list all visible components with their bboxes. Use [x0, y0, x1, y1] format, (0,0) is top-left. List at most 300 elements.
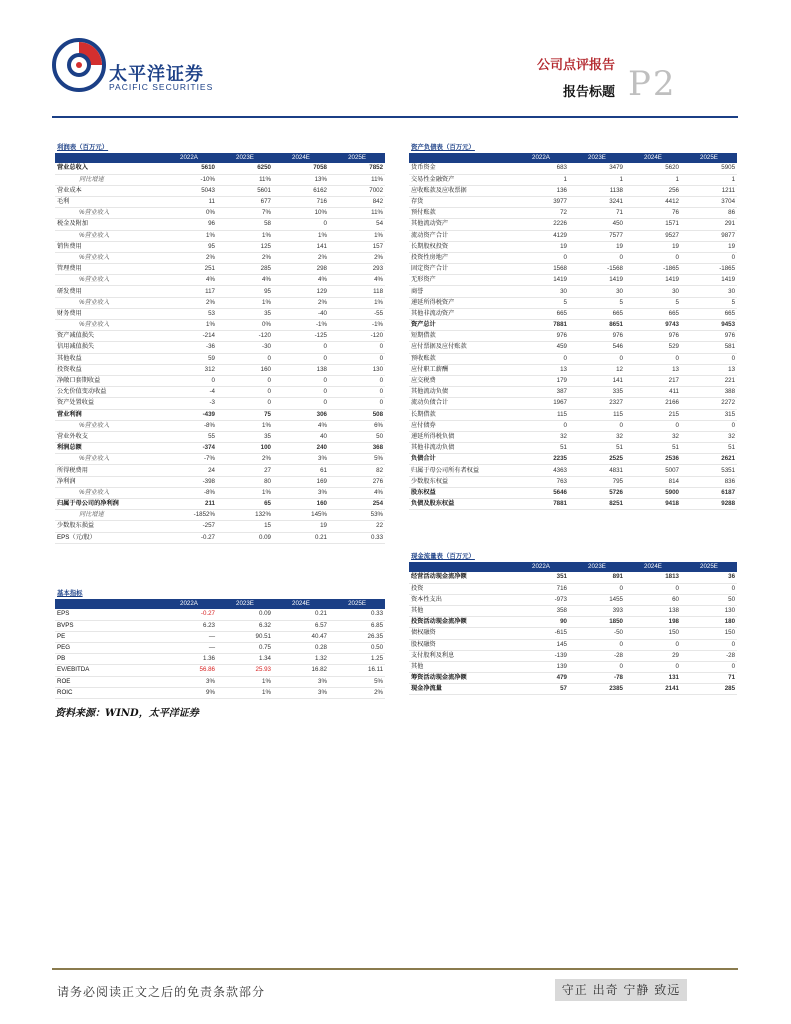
table-row: [55, 499, 385, 510]
row-label: PB: [55, 654, 161, 665]
value-cell: 5: [569, 297, 625, 308]
value-cell: 0.75: [217, 642, 273, 653]
column-header: 2024E: [625, 153, 681, 163]
value-cell: 131: [625, 673, 681, 684]
value-cell: 315: [681, 409, 737, 420]
value-cell: 5905: [681, 163, 737, 174]
table-row: [409, 605, 737, 616]
value-cell: 5900: [625, 487, 681, 498]
value-cell: 11%: [217, 174, 273, 185]
value-cell: 335: [569, 387, 625, 398]
table-header-row: [409, 562, 737, 572]
table-row: [409, 219, 737, 230]
value-cell: 0: [569, 661, 625, 672]
column-header: 2025E: [681, 153, 737, 163]
row-label: %营业收入: [55, 208, 161, 219]
table-row: [55, 387, 385, 398]
value-cell: 7%: [217, 208, 273, 219]
table-row: [55, 521, 385, 532]
row-label: 财务费用: [55, 308, 161, 319]
value-cell: 95: [217, 286, 273, 297]
value-cell: 1419: [513, 275, 569, 286]
value-cell: 0: [681, 353, 737, 364]
table-row: [409, 275, 737, 286]
value-cell: 0: [513, 252, 569, 263]
table-row: [55, 331, 385, 342]
value-cell: 1211: [681, 185, 737, 196]
value-cell: 25.93: [217, 665, 273, 676]
value-cell: 4363: [513, 465, 569, 476]
value-cell: 2621: [681, 454, 737, 465]
table-row: [55, 241, 385, 252]
table-title: 基本指标: [55, 589, 385, 599]
row-label: 应交税费: [409, 375, 513, 386]
table-row: [409, 331, 737, 342]
table-row: [409, 208, 737, 219]
value-cell: 40.47: [273, 631, 329, 642]
value-cell: 368: [329, 443, 385, 454]
value-cell: 40: [273, 431, 329, 442]
row-label: EPS（元/股）: [55, 532, 161, 543]
table-title: 利润表（百万元）: [55, 143, 385, 153]
table-row: [55, 443, 385, 454]
row-label: 无形资产: [409, 275, 513, 286]
value-cell: 5: [513, 297, 569, 308]
table-row: [55, 642, 385, 653]
value-cell: 0.21: [273, 532, 329, 543]
value-cell: 716: [513, 583, 569, 594]
table-row: [409, 196, 737, 207]
value-cell: 0: [625, 639, 681, 650]
value-cell: 5620: [625, 163, 681, 174]
value-cell: 5%: [329, 454, 385, 465]
value-cell: 4%: [273, 420, 329, 431]
value-cell: -139: [513, 650, 569, 661]
row-label: 净利润: [55, 476, 161, 487]
value-cell: 7881: [513, 320, 569, 331]
column-header: 2025E: [681, 562, 737, 572]
row-label: 资产减值损失: [55, 331, 161, 342]
value-cell: 836: [681, 476, 737, 487]
value-cell: 0: [273, 398, 329, 409]
value-cell: 54: [329, 219, 385, 230]
value-cell: 665: [513, 308, 569, 319]
value-cell: 0.50: [329, 642, 385, 653]
value-cell: 13: [625, 364, 681, 375]
table-row: [409, 286, 737, 297]
column-header: 2025E: [329, 599, 385, 609]
table-row: [409, 594, 737, 605]
value-cell: 677: [217, 196, 273, 207]
value-cell: 3479: [569, 163, 625, 174]
table-row: [55, 398, 385, 409]
row-label: 交易性金融资产: [409, 174, 513, 185]
row-label: %营业收入: [55, 230, 161, 241]
table-row: [55, 297, 385, 308]
value-cell: 6250: [217, 163, 273, 174]
value-cell: 479: [513, 673, 569, 684]
table-row: [55, 174, 385, 185]
value-cell: 1.25: [329, 654, 385, 665]
row-label: ROE: [55, 676, 161, 687]
value-cell: -125: [273, 331, 329, 342]
value-cell: 1.34: [217, 654, 273, 665]
value-cell: 215: [625, 409, 681, 420]
row-label: 商誉: [409, 286, 513, 297]
value-cell: 132%: [217, 510, 273, 521]
value-cell: 13%: [273, 174, 329, 185]
value-cell: 891: [569, 572, 625, 583]
value-cell: -78: [569, 673, 625, 684]
value-cell: 61: [273, 465, 329, 476]
table-row: [55, 631, 385, 642]
table-header-row: [55, 153, 385, 163]
table-row: [55, 454, 385, 465]
value-cell: 1%: [217, 297, 273, 308]
value-cell: 2%: [161, 297, 217, 308]
table-row: [409, 163, 737, 174]
row-label: 其他流动资产: [409, 219, 513, 230]
value-cell: 90.51: [217, 631, 273, 642]
table-row: [55, 510, 385, 521]
value-cell: 9743: [625, 320, 681, 331]
table-row: [409, 572, 737, 583]
value-cell: 450: [569, 219, 625, 230]
value-cell: 508: [329, 409, 385, 420]
value-cell: 76: [625, 208, 681, 219]
value-cell: 3241: [569, 196, 625, 207]
value-cell: 56.86: [161, 665, 217, 676]
value-cell: 138: [273, 364, 329, 375]
value-cell: 22: [329, 521, 385, 532]
value-cell: 50: [681, 594, 737, 605]
table-row: [55, 609, 385, 620]
value-cell: 13: [513, 364, 569, 375]
value-cell: 4831: [569, 465, 625, 476]
value-cell: 0: [625, 420, 681, 431]
value-cell: -1852%: [161, 510, 217, 521]
value-cell: 6187: [681, 487, 737, 498]
table-row: [409, 684, 737, 695]
table-row: [409, 454, 737, 465]
table-row: [409, 174, 737, 185]
row-label: 其他: [409, 661, 513, 672]
table-row: [55, 264, 385, 275]
value-cell: 3%: [273, 454, 329, 465]
value-cell: -615: [513, 628, 569, 639]
value-cell: 2%: [329, 687, 385, 698]
table-caption-row: [409, 552, 737, 562]
table-row: [55, 320, 385, 331]
value-cell: 4%: [329, 275, 385, 286]
value-cell: 1850: [569, 617, 625, 628]
value-cell: 10%: [273, 208, 329, 219]
table-row: [55, 487, 385, 498]
value-cell: 763: [513, 476, 569, 487]
value-cell: 82: [329, 465, 385, 476]
value-cell: -36: [161, 342, 217, 353]
value-cell: 30: [681, 286, 737, 297]
value-cell: 1%: [329, 297, 385, 308]
value-cell: -374: [161, 443, 217, 454]
value-cell: 387: [513, 387, 569, 398]
value-cell: 130: [681, 605, 737, 616]
value-cell: 65: [217, 499, 273, 510]
value-cell: 51: [625, 443, 681, 454]
value-cell: 3977: [513, 196, 569, 207]
value-cell: 0: [625, 661, 681, 672]
data-source-note: 资料来源：WIND，太平洋证券: [55, 708, 199, 719]
table-title: 现金流量表（百万元）: [409, 552, 737, 562]
value-cell: 393: [569, 605, 625, 616]
row-label: 短期借款: [409, 331, 513, 342]
value-cell: 1.36: [161, 654, 217, 665]
table-row: [55, 532, 385, 543]
table-row: [55, 654, 385, 665]
value-cell: 1419: [681, 275, 737, 286]
table-row: [55, 286, 385, 297]
value-cell: 0: [217, 398, 273, 409]
value-cell: 1571: [625, 219, 681, 230]
table-row: [55, 375, 385, 386]
table-row: [409, 185, 737, 196]
value-cell: 0: [681, 661, 737, 672]
table-row: [409, 443, 737, 454]
column-header: 2023E: [569, 153, 625, 163]
value-cell: 546: [569, 342, 625, 353]
value-cell: 0: [217, 353, 273, 364]
row-label: 应付职工薪酬: [409, 364, 513, 375]
row-label: 预收账款: [409, 353, 513, 364]
value-cell: 388: [681, 387, 737, 398]
value-cell: 5: [625, 297, 681, 308]
value-cell: 0.21: [273, 609, 329, 620]
value-cell: 0%: [161, 208, 217, 219]
value-cell: 1%: [273, 230, 329, 241]
value-cell: 15: [217, 521, 273, 532]
value-cell: -0.27: [161, 609, 217, 620]
value-cell: 5007: [625, 465, 681, 476]
table-title: 资产负债表（百万元）: [409, 143, 737, 153]
row-label: %营业收入: [55, 420, 161, 431]
value-cell: 4%: [161, 275, 217, 286]
table-row: [409, 320, 737, 331]
row-label: BVPS: [55, 620, 161, 631]
value-cell: 306: [273, 409, 329, 420]
value-cell: 145: [513, 639, 569, 650]
table-row: [409, 264, 737, 275]
row-label: 货币资金: [409, 163, 513, 174]
value-cell: 211: [161, 499, 217, 510]
row-label: 长期股权投资: [409, 241, 513, 252]
value-cell: 0: [625, 252, 681, 263]
table-row: [55, 431, 385, 442]
value-cell: -1865: [625, 264, 681, 275]
row-label: 固定资产合计: [409, 264, 513, 275]
value-cell: 1813: [625, 572, 681, 583]
row-label: 流动资产合计: [409, 230, 513, 241]
value-cell: 1%: [217, 420, 273, 431]
value-cell: 795: [569, 476, 625, 487]
value-cell: 24: [161, 465, 217, 476]
value-cell: 96: [161, 219, 217, 230]
value-cell: 180: [681, 617, 737, 628]
row-label: 资本性支出: [409, 594, 513, 605]
value-cell: 141: [273, 241, 329, 252]
column-header: 2022A: [513, 562, 569, 572]
header-blank-cell: [55, 153, 161, 163]
row-label: PE: [55, 631, 161, 642]
row-label: 信用减值损失: [55, 342, 161, 353]
footer-divider: [52, 968, 738, 970]
row-label: 毛利: [55, 196, 161, 207]
row-label: 投资性房地产: [409, 252, 513, 263]
row-label: 债权融资: [409, 628, 513, 639]
value-cell: 50: [329, 431, 385, 442]
row-label: 营业外收支: [55, 431, 161, 442]
value-cell: 665: [625, 308, 681, 319]
row-label: 营业总收入: [55, 163, 161, 174]
value-cell: 32: [569, 431, 625, 442]
value-cell: 16.11: [329, 665, 385, 676]
table-header-row: [55, 599, 385, 609]
value-cell: -1568: [569, 264, 625, 275]
table-row: [55, 185, 385, 196]
value-cell: 0: [681, 639, 737, 650]
table-row: [55, 409, 385, 420]
value-cell: -257: [161, 521, 217, 532]
value-cell: 5726: [569, 487, 625, 498]
value-cell: -10%: [161, 174, 217, 185]
row-label: 股东权益: [409, 487, 513, 498]
value-cell: 129: [273, 286, 329, 297]
value-cell: 32: [625, 431, 681, 442]
value-cell: 1%: [161, 320, 217, 331]
table-row: [409, 420, 737, 431]
column-header: 2022A: [161, 599, 217, 609]
table-row: [55, 420, 385, 431]
table-row: [55, 687, 385, 698]
row-label: 其他收益: [55, 353, 161, 364]
value-cell: 4412: [625, 196, 681, 207]
value-cell: 36: [681, 572, 737, 583]
value-cell: 1%: [217, 487, 273, 498]
value-cell: 4129: [513, 230, 569, 241]
header-divider: [52, 116, 738, 118]
value-cell: -1865: [681, 264, 737, 275]
value-cell: 665: [569, 308, 625, 319]
cash-flow-table: [409, 552, 737, 695]
value-cell: 51: [569, 443, 625, 454]
value-cell: 221: [681, 375, 737, 386]
value-cell: 2536: [625, 454, 681, 465]
table-row: [409, 342, 737, 353]
value-cell: 9453: [681, 320, 737, 331]
value-cell: 293: [329, 264, 385, 275]
value-cell: 71: [569, 208, 625, 219]
value-cell: 1138: [569, 185, 625, 196]
value-cell: 11%: [329, 208, 385, 219]
value-cell: -40: [273, 308, 329, 319]
table-row: [55, 353, 385, 364]
value-cell: 0: [217, 387, 273, 398]
table-row: [409, 487, 737, 498]
value-cell: -973: [513, 594, 569, 605]
value-cell: -50: [569, 628, 625, 639]
value-cell: 6%: [329, 420, 385, 431]
table-row: [55, 208, 385, 219]
value-cell: 145%: [273, 510, 329, 521]
value-cell: 51: [681, 443, 737, 454]
value-cell: 0: [569, 252, 625, 263]
value-cell: 2235: [513, 454, 569, 465]
value-cell: -8%: [161, 487, 217, 498]
row-label: ROIC: [55, 687, 161, 698]
value-cell: 19: [569, 241, 625, 252]
value-cell: -1%: [329, 320, 385, 331]
company-logo: [52, 38, 222, 94]
row-label: 销售费用: [55, 241, 161, 252]
value-cell: 125: [217, 241, 273, 252]
value-cell: 150: [681, 628, 737, 639]
value-cell: 141: [569, 375, 625, 386]
value-cell: 2226: [513, 219, 569, 230]
value-cell: 4%: [329, 487, 385, 498]
column-header: 2023E: [217, 599, 273, 609]
value-cell: 2141: [625, 684, 681, 695]
row-label: EV/EBITDA: [55, 665, 161, 676]
logo-english-name: PACIFIC SECURITIES: [109, 82, 214, 92]
value-cell: 2327: [569, 398, 625, 409]
value-cell: 298: [273, 264, 329, 275]
value-cell: 58: [217, 219, 273, 230]
value-cell: 6.85: [329, 620, 385, 631]
row-label: 利润总额: [55, 443, 161, 454]
row-label: %营业收入: [55, 297, 161, 308]
table-row: [409, 308, 737, 319]
row-label: 投资: [409, 583, 513, 594]
value-cell: -4: [161, 387, 217, 398]
value-cell: 0%: [217, 320, 273, 331]
value-cell: 53: [161, 308, 217, 319]
value-cell: 5043: [161, 185, 217, 196]
value-cell: 0: [217, 375, 273, 386]
balance-sheet-table: [409, 143, 737, 510]
value-cell: 0: [329, 342, 385, 353]
value-cell: 9288: [681, 499, 737, 510]
pacific-logo-icon: [52, 38, 106, 92]
table-row: [55, 676, 385, 687]
table-row: [55, 620, 385, 631]
table-row: [55, 196, 385, 207]
row-label: 应收账款及应收票据: [409, 185, 513, 196]
value-cell: 459: [513, 342, 569, 353]
value-cell: 411: [625, 387, 681, 398]
value-cell: 60: [625, 594, 681, 605]
value-cell: -1%: [273, 320, 329, 331]
value-cell: 6.32: [217, 620, 273, 631]
table-row: [55, 465, 385, 476]
value-cell: -439: [161, 409, 217, 420]
value-cell: 0: [625, 583, 681, 594]
footer-motto: 守正 出奇 宁静 致远: [555, 979, 687, 1001]
row-label: 股权融资: [409, 639, 513, 650]
value-cell: 291: [681, 219, 737, 230]
value-cell: 358: [513, 605, 569, 616]
column-header: 2024E: [625, 562, 681, 572]
value-cell: 976: [625, 331, 681, 342]
table-row: [55, 230, 385, 241]
